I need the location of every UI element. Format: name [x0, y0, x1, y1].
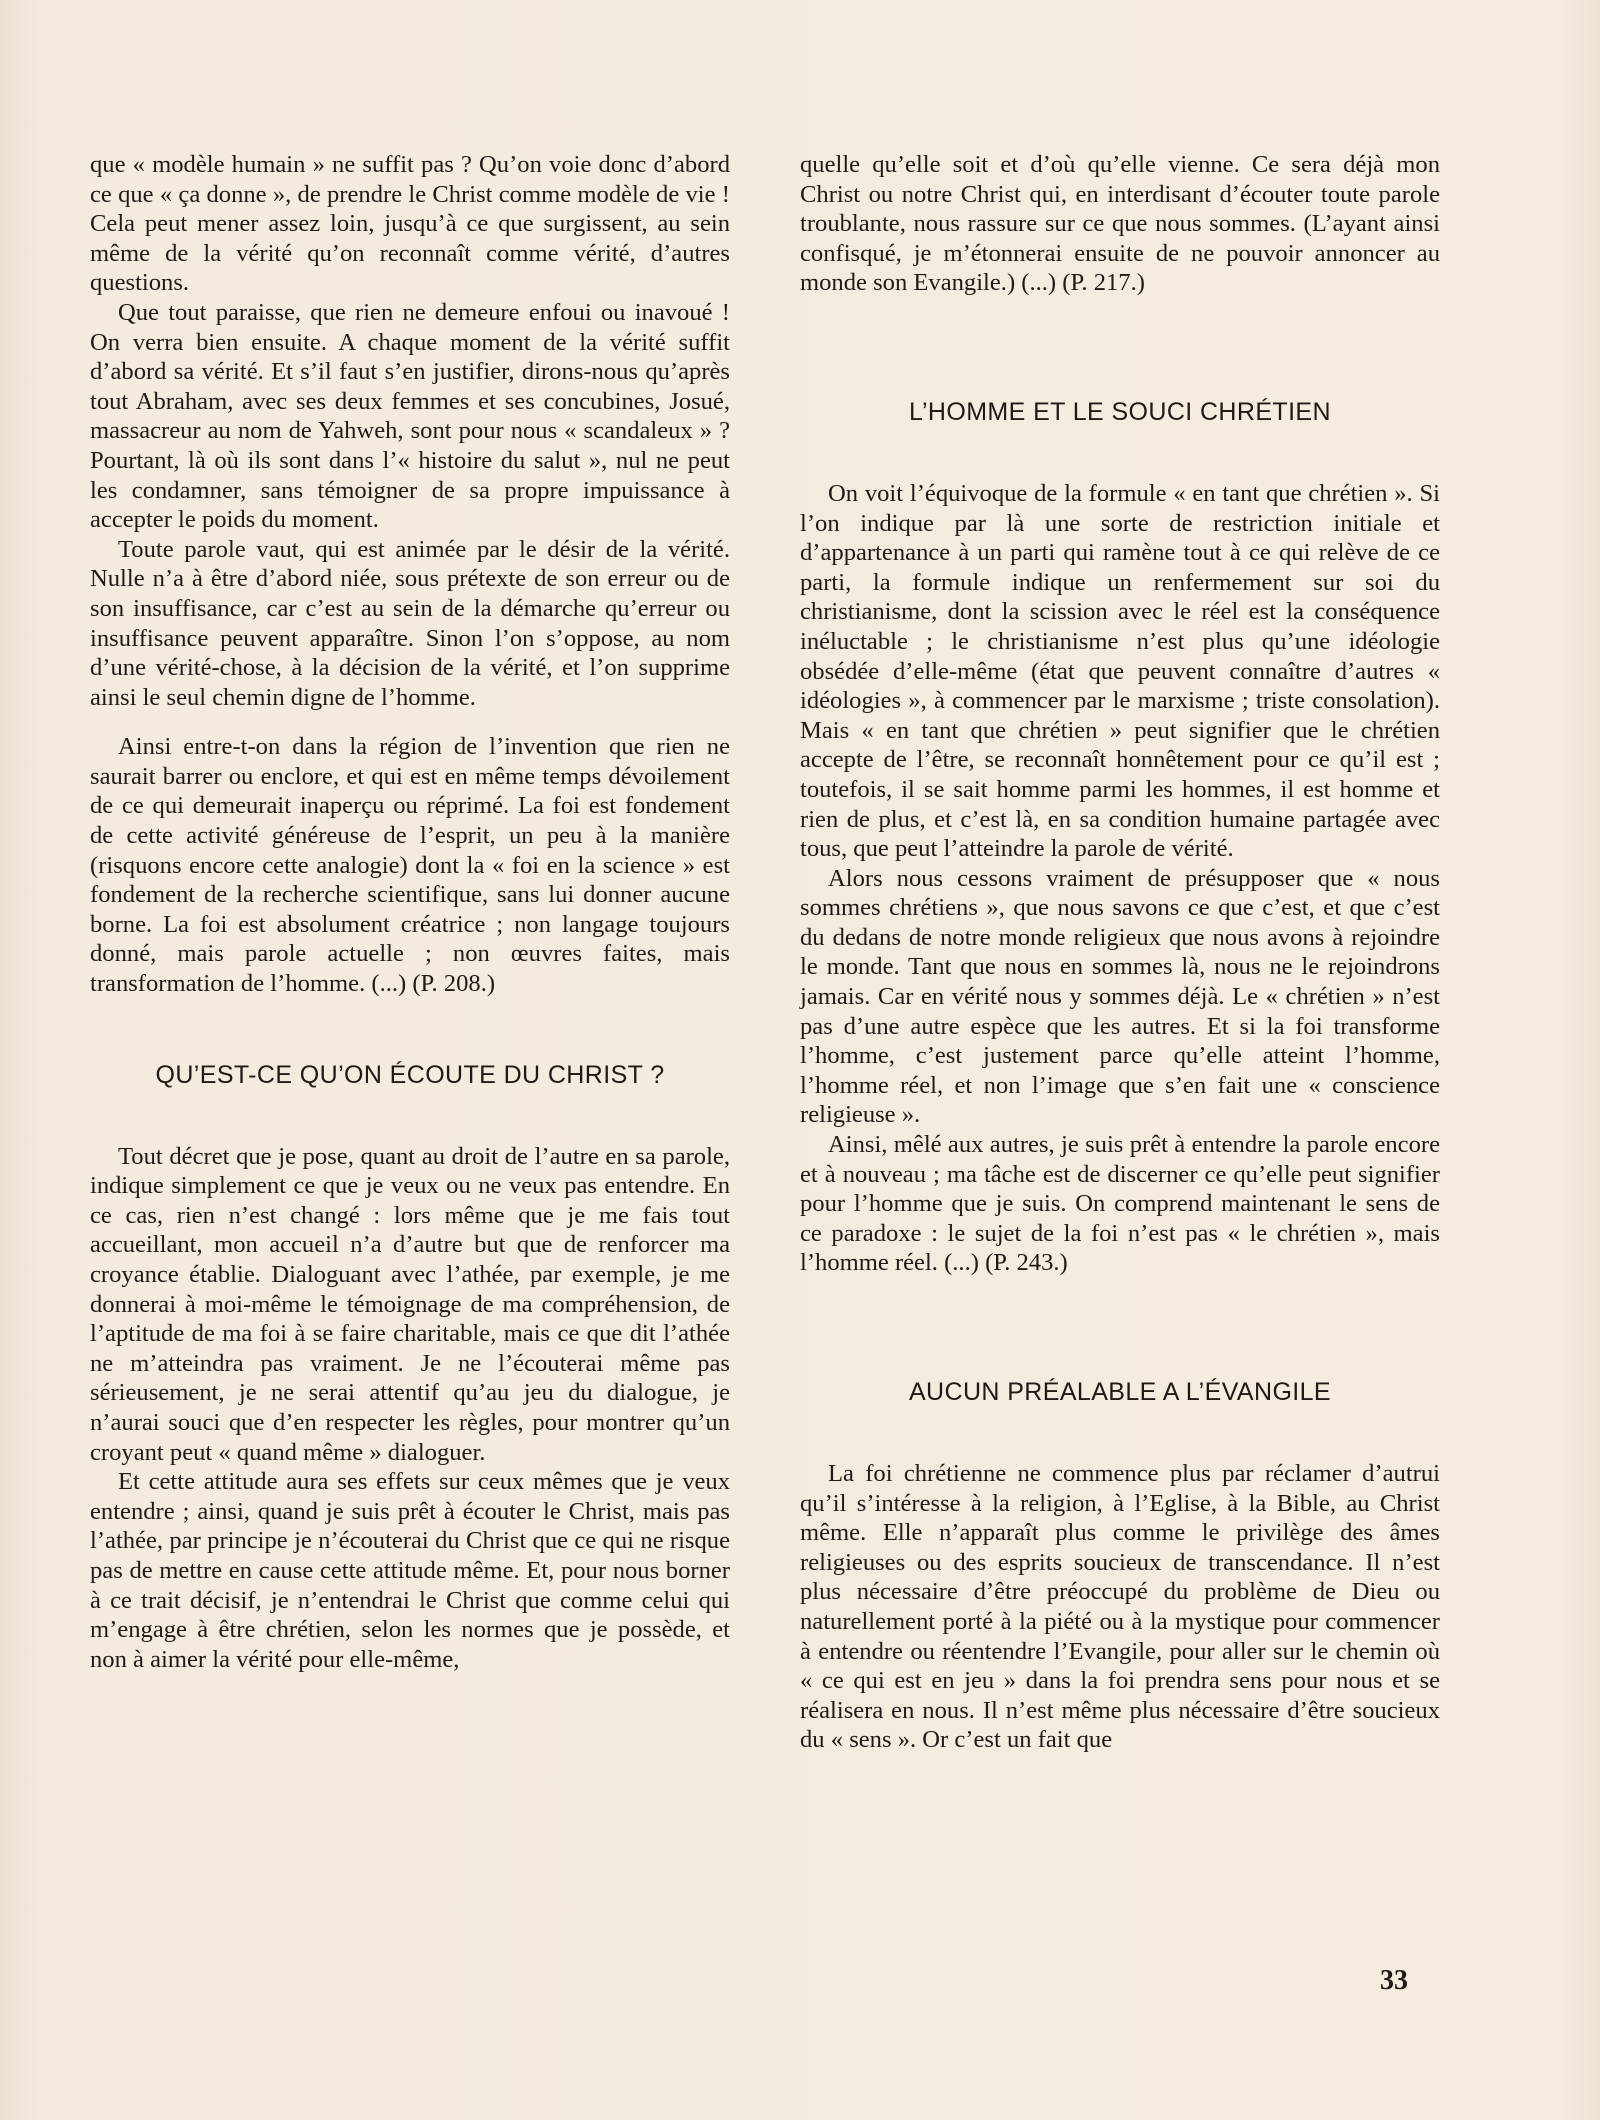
- paragraph: Et cette attitude aura ses effets sur ceux mêmes que je veux entendre ; ainsi, quand je suis prêt à écouter le Christ, mais pas l’athée, par principe je n’écouterai du Christ que ce qui ne risque pas de mettre en cause cette attitude même. Et, pour nous borner à ce trait décisif, je n’entendrai le Christ que comme celui qui m’engage à être chrétien, selon les normes que je possède, et non à aimer la vérité pour elle-même,: [90, 1468, 730, 1673]
- section-heading: AUCUN PRÉALABLE A L’ÉVANGILE: [908, 1378, 1332, 1406]
- left-column: [90, 150, 730, 1674]
- paragraph: On voit l’équivoque de la formule « en tant que chrétien ». Si l’on indique par là une sorte de restriction initiale et d’appartenance à un parti qui ramène tout à ce qui relève de ce parti, la formule indique un renfermement sur soi du christianisme, dont la scission avec le réel est la conséquence inéluctable ; le christianisme n’est plus qu’une idéologie obsédée d’elle-même (état que peuvent connaître d’autres « idéologies », à commencer par le marxisme ; triste consolation). Mais « en tant que chrétien » peut signifier que le chrétien accepte de l’être, se reconnaît honnêtement pour ce qu’il est ; toutefois, il se sait homme parmi les hommes, il est homme et rien de plus, et c’est là, en sa condition humaine partagée avec tous, que peut l’atteindre la parole de vérité.: [800, 479, 1440, 863]
- section-heading: L’HOMME ET LE SOUCI CHRÉTIEN: [909, 397, 1331, 426]
- right-column: [800, 150, 1440, 1755]
- paragraph: Ainsi, mêlé aux autres, je suis prêt à entendre la parole encore et à nouveau ; ma tâche est de discerner ce qu’elle peut signifier pour l’homme que je suis. On comprend maintenant le sens de ce paradoxe : le sujet de la foi n’est pas « le chrétien », mais l’homme réel. (...) (P. 243.): [800, 1131, 1440, 1277]
- paragraph: Alors nous cessons vraiment de présupposer que « nous sommes chrétiens », que nous savons ce que c’est, et que c’est du dedans de notre monde religieux que nous avons à rejoindre le monde. Tant que nous en sommes là, nous ne le rejoindrons jamais. Car en vérité nous y sommes déjà. Le « chrétien » n’est pas d’une autre espèce que les autres. Et si la foi transforme l’homme, c’est justement parce qu’elle atteint l’homme, l’homme réel, et non l’image que s’en fait une « conscience religieuse ».: [800, 864, 1440, 1129]
- page-number: 33: [1380, 1965, 1408, 1996]
- paragraph: La foi chrétienne ne commence plus par réclamer d’autrui qu’il s’intéresse à la religion, à l’Eglise, à la Bible, au Christ même. Elle n’apparaît plus comme le privilège des âmes religieuses ou des esprits soucieux de transcendance. Il n’est plus nécessaire d’être préoccupé du problème de Dieu ou naturellement porté à la piété ou à la mystique pour commencer à entendre ou réentendre l’Evangile, pour aller sur le chemin où « ce qui est en jeu » dans la foi prendra sens pour nous et se réalisera en nous. Il n’est même plus nécessaire d’être soucieux du « sens ». Or c’est un fait que: [800, 1460, 1440, 1754]
- paragraph: que « modèle humain » ne suffit pas ? Qu’on voie donc d’abord ce que « ça donne », de prendre le Christ comme modèle de vie ! Cela peut mener assez loin, jusqu’à ce que surgissent, au sein même de la vérité qu’on reconnaît comme vérité, d’autres questions.: [90, 151, 730, 297]
- paragraph: quelle qu’elle soit et d’où qu’elle vienne. Ce sera déjà mon Christ ou notre Christ qui, en interdisant d’écouter toute parole troublante, nous rassure sur ce que nous sommes. (L’ayant ainsi confisqué, je m’étonnerai ensuite de ne pouvoir annoncer au monde son Evangile.) (...) (P. 217.): [800, 151, 1440, 297]
- section-heading: QU’EST-CE QU’ON ÉCOUTE DU CHRIST ?: [155, 1060, 665, 1089]
- paragraph: Ainsi entre-t-on dans la région de l’invention que rien ne saurait barrer ou enclore, et qui est en même temps dévoilement de ce qui demeurait inaperçu ou réprimé. La foi est fondement de cette activité généreuse de l’esprit, un peu à la manière (risquons encore cette analogie) dont la « foi en la science » est fondement de la recherche scientifique, sans lui donner aucune borne. La foi est absolument créatrice ; non langage toujours donné, mais parole actuelle ; non œuvres faites, mais transformation de l’homme. (...) (P. 208.): [90, 733, 730, 998]
- paragraph: Tout décret que je pose, quant au droit de l’autre en sa parole, indique simplement ce que je veux ou ne veux pas entendre. En ce cas, rien n’est changé : lors même que je me fais tout accueillant, mon accueil n’a d’autre but que de renforcer ma croyance établie. Dialoguant avec l’athée, par exemple, je me donnerai à moi-même le témoignage de ma compréhension, de l’aptitude de ma foi à se faire charitable, mais ce que dit l’athée ne m’atteindra pas vraiment. Je ne l’écouterai même pas sérieusement, je ne serai attentif qu’au jeu du dialogue, je n’aurai souci que d’en respecter les règles, pour montrer qu’un croyant peut « quand même » dialoguer.: [90, 1142, 730, 1466]
- paragraph: Toute parole vaut, qui est animée par le désir de la vérité. Nulle n’a à être d’abord niée, sous prétexte de son erreur ou de son insuffisance, car c’est au sein de la démarche qu’erreur ou insuffisance peuvent apparaître. Sinon l’on s’oppose, au nom d’une vérité-chose, à la décision de la vérité, et l’on supprime ainsi le seul chemin digne de l’homme.: [90, 535, 730, 711]
- paragraph: Que tout paraisse, que rien ne demeure enfoui ou inavoué ! On verra bien ensuite. A chaque moment de la vérité suffit d’abord sa vérité. Et s’il faut s’en justifier, dirons-nous qu’après tout Abraham, avec ses deux femmes et ses concubines, Josué, massacreur au nom de Yahweh, sont pour nous « scandaleux » ? Pourtant, là où ils sont dans l’« histoire du salut », nul ne peut les condamner, sans témoigner de sa propre impuissance à accepter le poids du moment.: [90, 298, 730, 534]
